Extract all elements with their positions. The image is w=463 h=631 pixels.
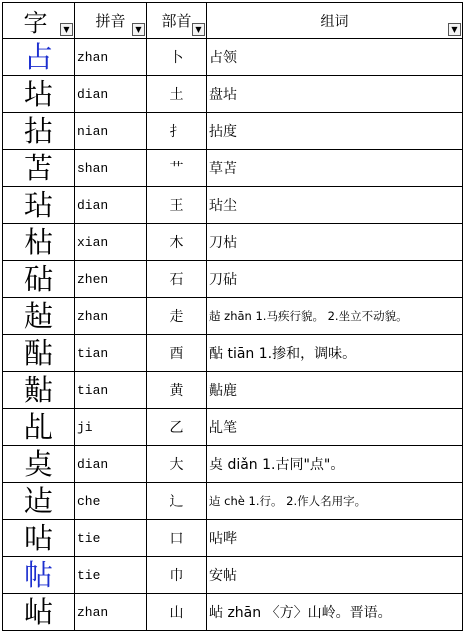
char-cell[interactable]: 玷 bbox=[3, 187, 75, 224]
header-words-label: 组词 bbox=[320, 13, 349, 30]
words-cell[interactable]: 刀砧 bbox=[207, 261, 463, 298]
table-row bbox=[3, 335, 463, 372]
char-cell[interactable]: 枮 bbox=[3, 224, 75, 261]
char-cell[interactable]: 趈 bbox=[3, 298, 75, 335]
header-words bbox=[207, 3, 463, 39]
words-cell[interactable]: 黇鹿 bbox=[207, 372, 463, 409]
character-table bbox=[2, 2, 463, 631]
pinyin-cell[interactable]: tie bbox=[75, 520, 147, 557]
radical-cell[interactable]: 口 bbox=[147, 520, 207, 557]
char-cell[interactable]: 帖 bbox=[3, 557, 75, 594]
radical-cell[interactable]: 石 bbox=[147, 261, 207, 298]
table-row bbox=[3, 113, 463, 150]
char-cell[interactable]: 砧 bbox=[3, 261, 75, 298]
pinyin-cell[interactable]: dian bbox=[75, 187, 147, 224]
table-row bbox=[3, 187, 463, 224]
pinyin-cell[interactable]: shan bbox=[75, 150, 147, 187]
char-cell[interactable]: 乩 bbox=[3, 409, 75, 446]
header-char bbox=[3, 3, 75, 39]
header-radical bbox=[147, 3, 207, 39]
words-cell[interactable]: 迠 chè 1.行。 2.作人名用字。 bbox=[207, 483, 463, 520]
words-cell[interactable]: 趈 zhān 1.马疾行貌。 2.坐立不动貌。 bbox=[207, 298, 463, 335]
table-row bbox=[3, 557, 463, 594]
char-cell[interactable]: 酟 bbox=[3, 335, 75, 372]
table-row bbox=[3, 76, 463, 113]
pinyin-cell[interactable]: xian bbox=[75, 224, 147, 261]
words-cell[interactable]: 奌 diǎn 1.古同"点"。 bbox=[207, 446, 463, 483]
pinyin-cell[interactable]: zhen bbox=[75, 261, 147, 298]
radical-cell[interactable]: 王 bbox=[147, 187, 207, 224]
table-row bbox=[3, 224, 463, 261]
radical-cell[interactable]: 辶 bbox=[147, 483, 207, 520]
words-cell[interactable]: 盘坫 bbox=[207, 76, 463, 113]
pinyin-cell[interactable]: tie bbox=[75, 557, 147, 594]
words-cell[interactable]: 岾 zhān 〈方〉山岭。晋语。 bbox=[207, 594, 463, 631]
words-cell[interactable]: 呫哔 bbox=[207, 520, 463, 557]
table-row bbox=[3, 409, 463, 446]
char-cell[interactable]: 占 bbox=[3, 39, 75, 76]
radical-cell[interactable]: 走 bbox=[147, 298, 207, 335]
words-cell[interactable]: 刀枮 bbox=[207, 224, 463, 261]
radical-cell[interactable]: 黄 bbox=[147, 372, 207, 409]
radical-cell[interactable]: 巾 bbox=[147, 557, 207, 594]
table-row bbox=[3, 298, 463, 335]
radical-cell[interactable]: 卜 bbox=[147, 39, 207, 76]
filter-pinyin-dropdown-icon[interactable]: ▼ bbox=[132, 23, 145, 36]
header-char-label: 字 bbox=[23, 9, 48, 37]
table-row bbox=[3, 446, 463, 483]
pinyin-cell[interactable]: che bbox=[75, 483, 147, 520]
header-pinyin bbox=[75, 3, 147, 39]
pinyin-cell[interactable]: zhan bbox=[75, 39, 147, 76]
pinyin-cell[interactable]: dian bbox=[75, 76, 147, 113]
words-cell[interactable]: 占领 bbox=[207, 39, 463, 76]
radical-cell[interactable]: 大 bbox=[147, 446, 207, 483]
radical-cell[interactable]: 土 bbox=[147, 76, 207, 113]
table-row bbox=[3, 594, 463, 631]
pinyin-cell[interactable]: nian bbox=[75, 113, 147, 150]
radical-cell[interactable]: 乙 bbox=[147, 409, 207, 446]
radical-cell[interactable]: 木 bbox=[147, 224, 207, 261]
radical-cell[interactable]: 艹 bbox=[147, 150, 207, 187]
table-row bbox=[3, 520, 463, 557]
table-row bbox=[3, 483, 463, 520]
table-row bbox=[3, 39, 463, 76]
char-cell[interactable]: 坫 bbox=[3, 76, 75, 113]
pinyin-cell[interactable]: zhan bbox=[75, 298, 147, 335]
words-cell[interactable]: 安帖 bbox=[207, 557, 463, 594]
table-row bbox=[3, 261, 463, 298]
table-row bbox=[3, 150, 463, 187]
words-cell[interactable]: 草苫 bbox=[207, 150, 463, 187]
radical-cell[interactable]: 山 bbox=[147, 594, 207, 631]
char-cell[interactable]: 苫 bbox=[3, 150, 75, 187]
char-cell[interactable]: 黇 bbox=[3, 372, 75, 409]
radical-cell[interactable]: 扌 bbox=[147, 113, 207, 150]
filter-words-dropdown-icon[interactable]: ▼ bbox=[448, 23, 461, 36]
char-cell[interactable]: 岾 bbox=[3, 594, 75, 631]
header-pinyin-label: 拼音 bbox=[95, 12, 126, 30]
pinyin-cell[interactable]: zhan bbox=[75, 594, 147, 631]
radical-cell[interactable]: 酉 bbox=[147, 335, 207, 372]
pinyin-cell[interactable]: tian bbox=[75, 335, 147, 372]
header-row bbox=[3, 3, 463, 39]
char-cell[interactable]: 呫 bbox=[3, 520, 75, 557]
pinyin-cell[interactable]: dian bbox=[75, 446, 147, 483]
char-cell[interactable]: 奌 bbox=[3, 446, 75, 483]
words-cell[interactable]: 乩笔 bbox=[207, 409, 463, 446]
pinyin-cell[interactable]: ji bbox=[75, 409, 147, 446]
char-cell[interactable]: 拈 bbox=[3, 113, 75, 150]
filter-char-dropdown-icon[interactable]: ▼ bbox=[60, 23, 73, 36]
char-cell[interactable]: 迠 bbox=[3, 483, 75, 520]
words-cell[interactable]: 酟 tiān 1.掺和，调味。 bbox=[207, 335, 463, 372]
table-row bbox=[3, 372, 463, 409]
header-radical-label: 部首 bbox=[161, 12, 192, 30]
words-cell[interactable]: 拈度 bbox=[207, 113, 463, 150]
filter-radical-dropdown-icon[interactable]: ▼ bbox=[192, 23, 205, 36]
pinyin-cell[interactable]: tian bbox=[75, 372, 147, 409]
words-cell[interactable]: 玷尘 bbox=[207, 187, 463, 224]
